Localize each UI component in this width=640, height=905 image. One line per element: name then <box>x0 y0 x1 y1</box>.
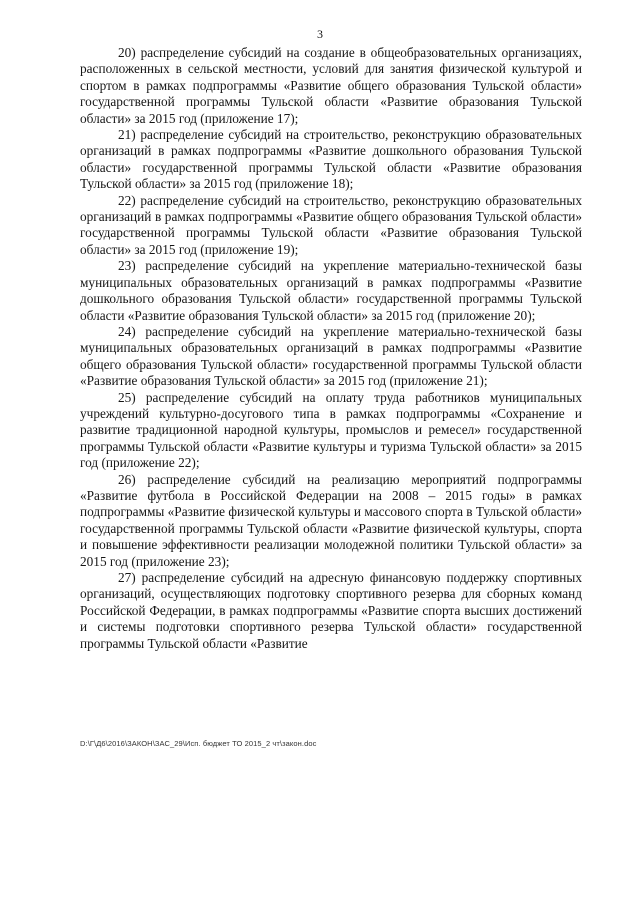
footer-file-path: D:\Г\Д6\2016\ЗАКОН\ЗАС_29\Исп. бюджет ТО 2015_2 чт\закон.doc <box>80 739 317 748</box>
paragraph-item-23: 23) распределение субсидий на укрепление материально-технической базы муниципальных образовательных организаций в рамках подпрограммы «Развитие дошкольного образования Тульской области» государственной программы Тульской области «Развитие образования Тульской области» за 2015 год (приложение 20); <box>80 258 582 323</box>
paragraph-item-25: 25) распределение субсидий на оплату труда работников муниципальных учреждений культурно-досугового типа в рамках подпрограммы «Сохранение и развитие традиционной народной культуры, промыслов и ремесел» государственной программы Тульской области «Развитие культуры и туризма Тульской области» за 2015 год (приложение 22); <box>80 389 582 471</box>
page-number: 3 <box>317 27 323 41</box>
paragraph-item-27: 27) распределение субсидий на адресную финансовую поддержку спортивных организаций, осуществляющих подготовку спортивного резерва для сборных команд Российской Федерации, в рамках подпрограммы «Развитие спорта высших достижений и системы подготовки спортивного резерва Тульской области» государственной программы Тульской области «Развитие <box>80 570 582 651</box>
document-body <box>80 45 582 652</box>
paragraph-item-26: 26) распределение субсидий на реализацию мероприятий подпрограммы «Развитие футбола в Российской Федерации на 2008 – 2015 годы» в рамках подпрограммы «Развитие физической культуры и массового спорта в Тульской области» государственной программы Тульской области «Развитие физической культуры, спорта и повышение эффективности реализации молодежной политики Тульской области» за 2015 год (приложение 23); <box>80 471 582 569</box>
paragraph-item-24: 24) распределение субсидий на укрепление материально-технической базы муниципальных образовательных организаций в рамках подпрограммы «Развитие общего образования Тульской области» государственной программы Тульской области «Развитие образования Тульской области» за 2015 год (приложение 21); <box>80 323 582 389</box>
paragraph-item-22: 22) распределение субсидий на строительство, реконструкцию образовательных организаций в рамках подпрограммы «Развитие общего образования Тульской области» государственной программы Тульской области «Развитие образования Тульской области» за 2015 год (приложение 19); <box>80 192 582 257</box>
paragraph-item-20: 20) распределение субсидий на создание в общеобразовательных организациях, расположенных в сельской местности, условий для занятия физической культурой и спортом в рамках подпрограммы «Развитие общего образования Тульской области» государственной программы Тульской области «Развитие образования Тульской области» за 2015 год (приложение 17); <box>80 45 582 126</box>
paragraph-item-21: 21) распределение субсидий на строительство, реконструкцию образовательных организаций в рамках подпрограммы «Развитие дошкольного образования Тульской области» государственной программы Тульской области «Развитие образования Тульской области» за 2015 год (приложение 18); <box>80 127 582 192</box>
